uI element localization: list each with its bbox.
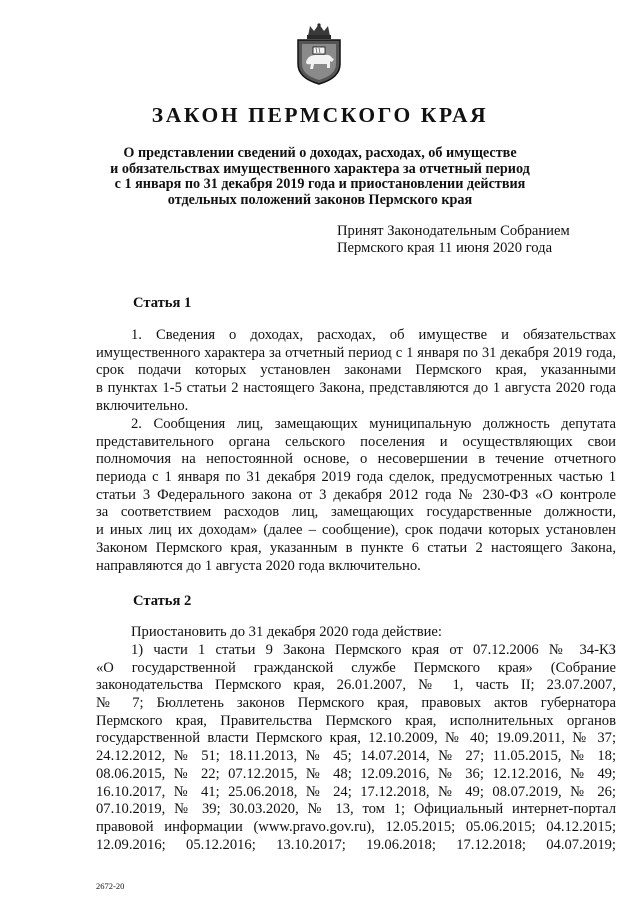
coat-of-arms <box>290 22 348 91</box>
text-line: государственной власти Пермского края, 12.10.2009, № 40; 19.09.2011, № 37; <box>96 730 616 747</box>
text-line: Пермского края, Правительства Пермского края, исполнительных органов <box>96 712 616 729</box>
text-line: полномочия на непостоянной основе, о несовершении в течение отчетного <box>96 451 616 468</box>
adoption-line: Принят Законодательным Собранием <box>337 223 570 239</box>
text-line: 07.10.2019, № 39; 30.03.2020, № 13, том 1; Официальный интернет-портал <box>96 801 616 818</box>
text-line: 2. Сообщения лиц, замещающих муниципальную должность депутата <box>131 416 616 432</box>
article-2-paragraph-1 <box>96 642 616 854</box>
text-line: Законом Пермского края, указанным в пункте 6 статьи 2 настоящего Закона, <box>96 539 616 556</box>
text-line: направляются до 1 августа 2020 года включительно. <box>96 557 421 574</box>
text-line: Приостановить до 31 декабря 2020 года действие: <box>131 624 442 640</box>
text-line: в пунктах 1-5 статьи 2 настоящего Закона, представляются до 1 августа 2020 года <box>96 380 616 397</box>
text-line: 08.06.2015, № 22; 07.12.2015, № 48; 12.09.2016, № 36; 12.12.2016, № 49; <box>96 765 616 782</box>
perm-krai-coat-of-arms-icon <box>290 22 348 86</box>
text-line: включительно. <box>96 397 189 414</box>
text-line: срок подачи которых установлен законами Пермского края, указанными <box>96 362 616 379</box>
subtitle-line: отдельных положений законов Пермского края <box>167 191 473 208</box>
subtitle-line: и обязательствах имущественного характера за отчетный период <box>110 160 530 177</box>
text-line: и иных лиц их доходам» (далее – сообщение), срок подачи которых установлен <box>96 522 616 539</box>
law-title: ЗАКОН ПЕРМСКОГО КРАЯ <box>151 103 489 127</box>
adoption-note <box>337 223 570 257</box>
article-1-paragraph-1 <box>96 327 616 415</box>
text-line: 12.09.2016; 05.12.2016; 13.10.2017; 19.06.2018; 17.12.2018; 04.07.2019; <box>96 836 616 853</box>
text-line: периода с 1 января по 31 декабря 2019 года сделок, предусмотренных частью 1 <box>96 469 616 486</box>
text-line: за соответствием расходов лиц, замещающих государственные должности, <box>96 504 616 521</box>
text-line: статьи 3 Федерального закона от 3 декабря 2012 года № 230-ФЗ «О контроле <box>96 486 616 503</box>
text-line: имущественного характера за отчетный период с 1 января по 31 декабря 2019 года, <box>96 344 616 361</box>
text-line: 16.10.2017, № 41; 25.06.2018, № 24; 17.12.2018, № 49; 08.07.2019, № 26; <box>96 783 616 800</box>
article-2-heading: Статья 2 <box>133 593 192 609</box>
text-line: правовой информации (www.pravo.gov.ru), 12.05.2015; 05.06.2015; 04.12.2015; <box>96 818 616 835</box>
article-2-intro <box>96 624 616 642</box>
article-1-paragraph-2 <box>96 416 616 575</box>
subtitle-line: О представлении сведений о доходах, расходах, об имуществе <box>123 145 517 161</box>
document-number: 2672-20 <box>96 881 125 891</box>
article-1-heading: Статья 1 <box>133 295 192 311</box>
subtitle-line: с 1 января по 31 декабря 2019 года и приостановлении действия <box>114 176 526 193</box>
adoption-line: Пермского края 11 июня 2020 года <box>337 240 553 256</box>
text-line: представительного органа сельского поселения и осуществляющих свои <box>96 433 616 450</box>
text-line: 1) части 1 статьи 9 Закона Пермского края от 07.12.2006 № 34-КЗ <box>131 642 616 658</box>
text-line: № 7; Бюллетень законов Пермского края, правовых актов губернатора <box>96 695 616 712</box>
text-line: законодательства Пермского края, 26.01.2007, № 1, часть II; 23.07.2007, <box>96 677 616 694</box>
text-line: «О государственной гражданской службе Пермского края» (Собрание <box>96 659 616 676</box>
text-line: 24.12.2012, № 51; 18.11.2013, № 45; 14.07.2014, № 27; 11.05.2015, № 18; <box>96 748 616 765</box>
text-line: 1. Сведения о доходах, расходах, об имуществе и обязательствах <box>131 327 616 343</box>
law-subtitle <box>80 146 560 208</box>
